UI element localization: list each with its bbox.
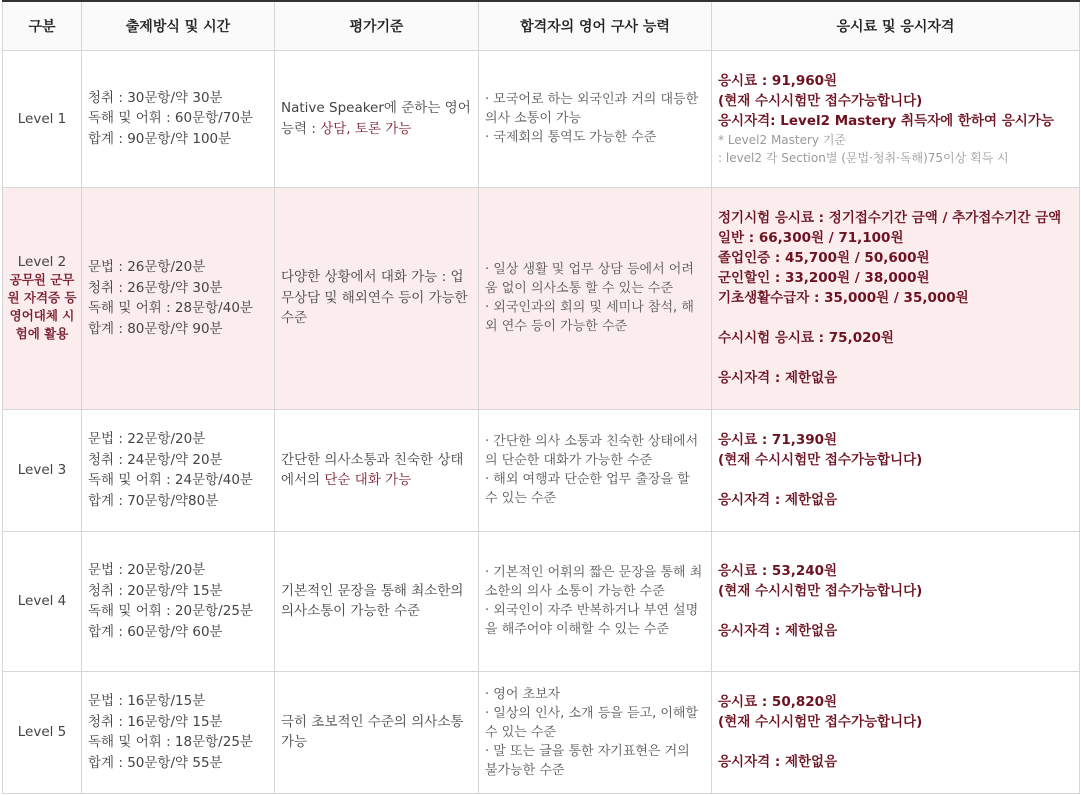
criteria-cell: [275, 671, 479, 793]
level-cell: [3, 671, 82, 793]
format-line: 문법 : 22문항/20분: [88, 431, 206, 447]
format-line: 독해 및 어휘 : 18문항/25분: [88, 734, 253, 750]
format-line: 청취 : 16문항/약 15분: [88, 713, 223, 730]
level-name: Level 2: [17, 254, 67, 270]
fee-cell: [712, 50, 1080, 187]
table-header-row: [3, 1, 1080, 50]
fee-line: 응시자격: Level2 Mastery 취득자에 한하여 응시가능: [718, 112, 1054, 129]
criteria-main: 기본적인 문장을 통해 최소한의 의사소통이 가능한 수준: [281, 582, 464, 619]
format-line: 문법 : 16문항/15분: [88, 693, 206, 709]
fee-line: 응시자격 : 제한없음: [718, 370, 838, 386]
fee-cell: [712, 671, 1080, 793]
level-name: Level 3: [17, 462, 67, 478]
fee-note: * Level2 Mastery 기준: [718, 132, 847, 147]
header-fee: 응시료 및 응시자격: [712, 1, 1080, 50]
fee-line: 응시료 : 91,960원: [718, 72, 838, 89]
fee-line: 응시료 : 71,390원: [718, 432, 838, 448]
fee-line: 졸업인증 : 45,700원 / 50,600원: [718, 250, 930, 266]
criteria-cell: [275, 409, 479, 531]
fee-spacer: [718, 470, 1073, 490]
ability-cell: [479, 531, 712, 671]
format-time-cell: [82, 187, 275, 409]
level-name: Level 5: [17, 724, 67, 740]
fee-line: 응시자격 : 제한없음: [718, 754, 838, 770]
format-line: 청취 : 30문항/약 30분: [88, 89, 223, 106]
fee-note: : level2 각 Section별 (문법·청취·독해)75이상 획득 시: [718, 150, 1009, 165]
fee-line: 정기시험 응시료 : 정기접수기간 금액 / 추가접수기간 금액: [718, 210, 1062, 226]
ability-item: · 일상 생활 및 업무 상담 등에서 어려움 없이 의사소통 할 수 있는 수준: [485, 262, 694, 296]
fee-line: 기초생활수급자 : 35,000원 / 35,000원: [718, 290, 969, 306]
fee-line: 일반 : 66,300원 / 71,100원: [718, 230, 904, 246]
ability-item: · 기본적인 어휘의 짧은 문장을 통해 최소한의 의사 소통이 가능한 수준: [485, 565, 703, 599]
format-time-cell: [82, 531, 275, 671]
format-line: 합계 : 90문항/약 100분: [88, 130, 232, 147]
ability-item: · 외국인과의 회의 및 세미나 참석, 해외 연수 등이 가능한 수준: [485, 300, 694, 334]
format-line: 합계 : 80문항/약 90분: [88, 320, 223, 337]
fee-line: (현재 수시시험만 접수가능합니다): [718, 92, 923, 109]
header-criteria: 평가기준: [275, 1, 479, 50]
fee-line: 수시시험 응시료 : 75,020원: [718, 330, 894, 346]
table-row: [3, 409, 1080, 531]
criteria-cell: [275, 531, 479, 671]
format-line: 청취 : 26문항/약 30분: [88, 279, 223, 296]
format-line: 청취 : 24문항/약 20분: [88, 451, 223, 468]
level-name: Level 1: [17, 110, 67, 127]
criteria-main: 극히 초보적인 수준의 의사소통 가능: [281, 713, 464, 750]
ability-item: · 말 또는 글을 통한 자기표현은 거의 불가능한 수준: [485, 743, 690, 778]
ability-item: · 외국인이 자주 반복하거나 부연 설명을 해주어야 이해할 수 있는 수준: [485, 603, 699, 637]
format-time-cell: [82, 671, 275, 793]
level-name: Level 4: [17, 593, 67, 609]
ability-cell: [479, 187, 712, 409]
criteria-text: [281, 267, 472, 329]
fee-cell: [712, 187, 1080, 409]
format-time-cell: [82, 409, 275, 531]
format-line: 합계 : 50문항/약 55분: [88, 754, 223, 771]
ability-item: · 간단한 의사 소통과 친숙한 상태에서의 단순한 대화가 가능한 수준: [485, 434, 699, 468]
format-line: 독해 및 어휘 : 24문항/40분: [88, 472, 253, 488]
ability-item: · 일상의 인사, 소개 등을 듣고, 이해할 수 있는 수준: [485, 705, 699, 740]
criteria-text: [281, 581, 472, 622]
exam-level-table: [2, 0, 1080, 794]
fee-spacer: [718, 348, 1073, 368]
criteria-text: [281, 98, 472, 139]
format-line: 합계 : 70문항/약80분: [88, 492, 219, 509]
format-time-cell: [82, 50, 275, 187]
ability-item: · 해외 여행과 단순한 업무 출장을 할 수 있는 수준: [485, 472, 690, 506]
format-line: 문법 : 20문항/20분: [88, 562, 206, 578]
header-ability: 합격자의 영어 구사 능력: [479, 1, 712, 50]
format-line: 독해 및 어휘 : 60문항/70분: [88, 110, 253, 127]
level-cell: [3, 187, 82, 409]
table-row: [3, 531, 1080, 671]
fee-line: 응시자격 : 제한없음: [718, 623, 838, 639]
ability-item: · 모국어로 하는 외국인과 거의 대등한 의사 소통이 가능: [485, 92, 699, 126]
format-line: 독해 및 어휘 : 20문항/25분: [88, 603, 253, 619]
criteria-highlight: 단순 대화 가능: [324, 472, 412, 488]
format-line: 합계 : 60문항/약 60분: [88, 623, 223, 640]
level-cell: [3, 409, 82, 531]
fee-cell: [712, 531, 1080, 671]
ability-cell: [479, 409, 712, 531]
criteria-text: [281, 712, 472, 753]
table-row: [3, 671, 1080, 793]
criteria-main: Native Speaker에 준하는 영어 능력 :: [281, 100, 471, 137]
ability-cell: [479, 671, 712, 793]
ability-item: · 국제회의 통역도 가능한 수준: [485, 130, 657, 145]
table-row: [3, 50, 1080, 187]
ability-item: · 영어 초보자: [485, 686, 561, 702]
criteria-cell: [275, 187, 479, 409]
fee-line: 응시료 : 50,820원: [718, 694, 838, 710]
criteria-main: 간단한 의사소통과 친숙한 상태에서의: [281, 451, 464, 488]
fee-cell: [712, 409, 1080, 531]
criteria-highlight: 상담, 토론 가능: [320, 120, 412, 137]
fee-line: (현재 수시시험만 접수가능합니다): [718, 583, 923, 599]
fee-line: 응시자격 : 제한없음: [718, 492, 838, 508]
format-line: 문법 : 26문항/20분: [88, 259, 206, 275]
header-category: 구분: [3, 1, 82, 50]
level-usage-note: 공무원 군무원 자격증 등 영어대체 시험에 활용: [7, 272, 77, 341]
fee-spacer: [718, 308, 1073, 328]
criteria-text: [281, 450, 472, 491]
fee-line: (현재 수시시험만 접수가능합니다): [718, 452, 923, 468]
fee-spacer: [718, 732, 1073, 752]
fee-spacer: [718, 601, 1073, 621]
criteria-cell: [275, 50, 479, 187]
ability-cell: [479, 50, 712, 187]
fee-line: 응시료 : 53,240원: [718, 563, 838, 579]
fee-line: (현재 수시시험만 접수가능합니다): [718, 714, 923, 730]
header-format-time: 출제방식 및 시간: [82, 1, 275, 50]
level-cell: [3, 50, 82, 187]
format-line: 청취 : 20문항/약 15분: [88, 582, 223, 599]
table-row: [3, 187, 1080, 409]
format-line: 독해 및 어휘 : 28문항/40분: [88, 300, 253, 316]
fee-line: 군인할인 : 33,200원 / 38,000원: [718, 270, 930, 286]
criteria-main: 다양한 상황에서 대화 가능 : 업무상담 및 해외연수 등이 가능한 수준: [281, 269, 468, 327]
level-cell: [3, 531, 82, 671]
